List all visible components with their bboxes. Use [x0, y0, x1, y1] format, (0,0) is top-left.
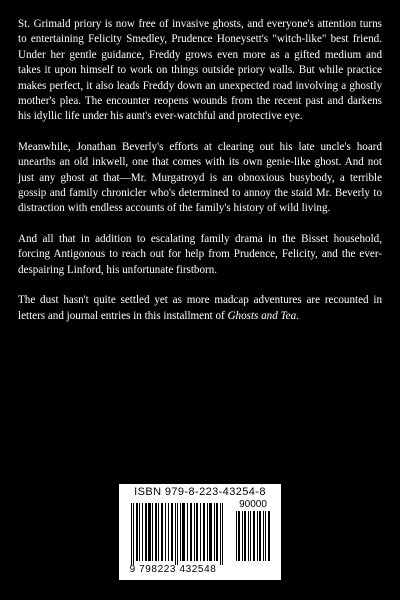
- blurb-paragraph-3: And all that in addition to escalating family drama in the Bisset household, forcing Antigonous to reach out for help from Prudence, Felicity, and the ever-despairing Linford, his unfortunate firstborn.: [18, 232, 382, 276]
- blurb-paragraph-2: Meanwhile, Jonathan Beverly's efforts at clearing out his late uncle's hoard unearths an old inkwell, one that comes with its own genie-like ghost. And not just any ghost at that—Mr. Murgatroyd is an obnoxious busybody, a terrible gossip and family chronicler who's determined to annoy the staid Mr. Beverly to distraction with endless accounts of the family's history of wild living.: [18, 140, 382, 215]
- blurb-paragraph-1: St. Grimald priory is now free of invasive ghosts, and everyone's attention turns to entertaining Felicity Smedley, Prudence Honeysett's "witch-like" best friend. Under her gentle guidance, Freddy grows even more as a gifted medium and takes it upon himself to work on things outside priory walls. But while practice makes perfect, it also leads Freddy down an unexpected road involving a ghostly mother's plea. The encounter reopens wounds from the recent past and darkens his idyllic life under his aunt's ever-watchful and protective eye.: [18, 18, 382, 123]
- ean-digits: 9 798223 432548: [129, 564, 217, 575]
- price-code: 90000: [239, 499, 267, 510]
- book-title: Ghosts and Tea: [227, 309, 297, 322]
- blurb-paragraph-4-end: .: [296, 309, 299, 322]
- back-cover-blurb: [18, 17, 382, 324]
- isbn-barcode: [119, 484, 281, 580]
- blurb-paragraph-4-text: The dust hasn't quite settled yet as more madcap adventures are recounted in letters and journal entries in this installment of: [18, 294, 382, 322]
- blurb-paragraph-4: [18, 293, 382, 324]
- addon-barcode-bars: [235, 511, 273, 563]
- ean-barcode-bars: [125, 503, 229, 569]
- isbn-label: ISBN 979-8-223-43254-8: [134, 486, 266, 498]
